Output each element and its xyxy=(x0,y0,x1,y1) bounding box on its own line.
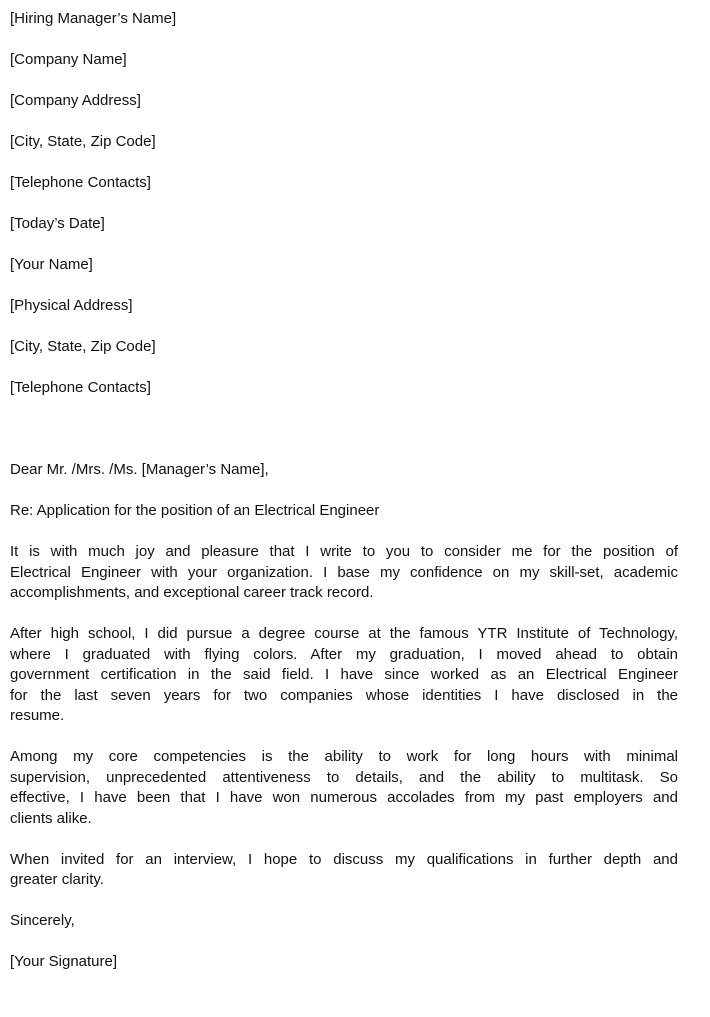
sender-line: [Telephone Contacts] xyxy=(10,379,151,396)
recipient-line: [Telephone Contacts] xyxy=(10,174,151,191)
body-paragraph xyxy=(10,542,678,604)
date-line: [Today’s Date] xyxy=(10,215,105,232)
paragraph-line: When invited for an interview, I hope to discuss my qualifications in further depth and xyxy=(10,850,678,868)
cover-letter xyxy=(10,9,678,993)
body-paragraph xyxy=(10,850,678,891)
recipient-block xyxy=(10,9,678,235)
recipient-line: [Hiring Manager’s Name] xyxy=(10,10,177,27)
sender-line: [City, State, Zip Code] xyxy=(10,338,156,355)
sender-line: [Your Name] xyxy=(10,256,93,273)
paragraph-line: clients alike. xyxy=(10,809,92,827)
salutation: Dear Mr. /Mrs. /Ms. [Manager’s Name], xyxy=(10,461,269,478)
body-paragraph xyxy=(10,624,678,727)
closing: Sincerely, xyxy=(10,912,75,929)
paragraph-line: where I graduated with flying colors. After my graduation, I moved ahead to obtain xyxy=(10,645,678,663)
paragraph-line: After high school, I did pursue a degree course at the famous YTR Institute of Technology, xyxy=(10,625,678,642)
paragraph-line: for the last seven years for two companies whose identities I have disclosed in the xyxy=(10,686,678,704)
paragraph-line: government certification in the said field. I have since worked as an Electrical Engineer xyxy=(10,666,678,683)
paragraph-line: Among my core competencies is the ability to work for long hours with minimal xyxy=(10,748,678,765)
paragraph-line: effective, I have been that I have won numerous accolades from my past employers and xyxy=(10,789,678,806)
sender-block xyxy=(10,255,678,399)
paragraph-line: supervision, unprecedented attentiveness to details, and the ability to multitask. So xyxy=(10,768,678,786)
subject-line: Re: Application for the position of an Electrical Engineer xyxy=(10,502,380,519)
sender-line: [Physical Address] xyxy=(10,297,133,314)
recipient-line: [Company Name] xyxy=(10,51,127,68)
paragraph-line: It is with much joy and pleasure that I write to you to consider me for the position of xyxy=(10,543,678,560)
signature: [Your Signature] xyxy=(10,953,118,970)
paragraph-line: resume. xyxy=(10,707,65,724)
paragraph-line: accomplishments, and exceptional career track record. xyxy=(10,584,374,601)
recipient-line: [City, State, Zip Code] xyxy=(10,133,156,150)
body-paragraph xyxy=(10,747,678,829)
paragraph-line: greater clarity. xyxy=(10,871,104,888)
paragraph-line: Electrical Engineer with your organization. I base my confidence on my skill-set, academic xyxy=(10,563,678,581)
recipient-line: [Company Address] xyxy=(10,92,141,109)
